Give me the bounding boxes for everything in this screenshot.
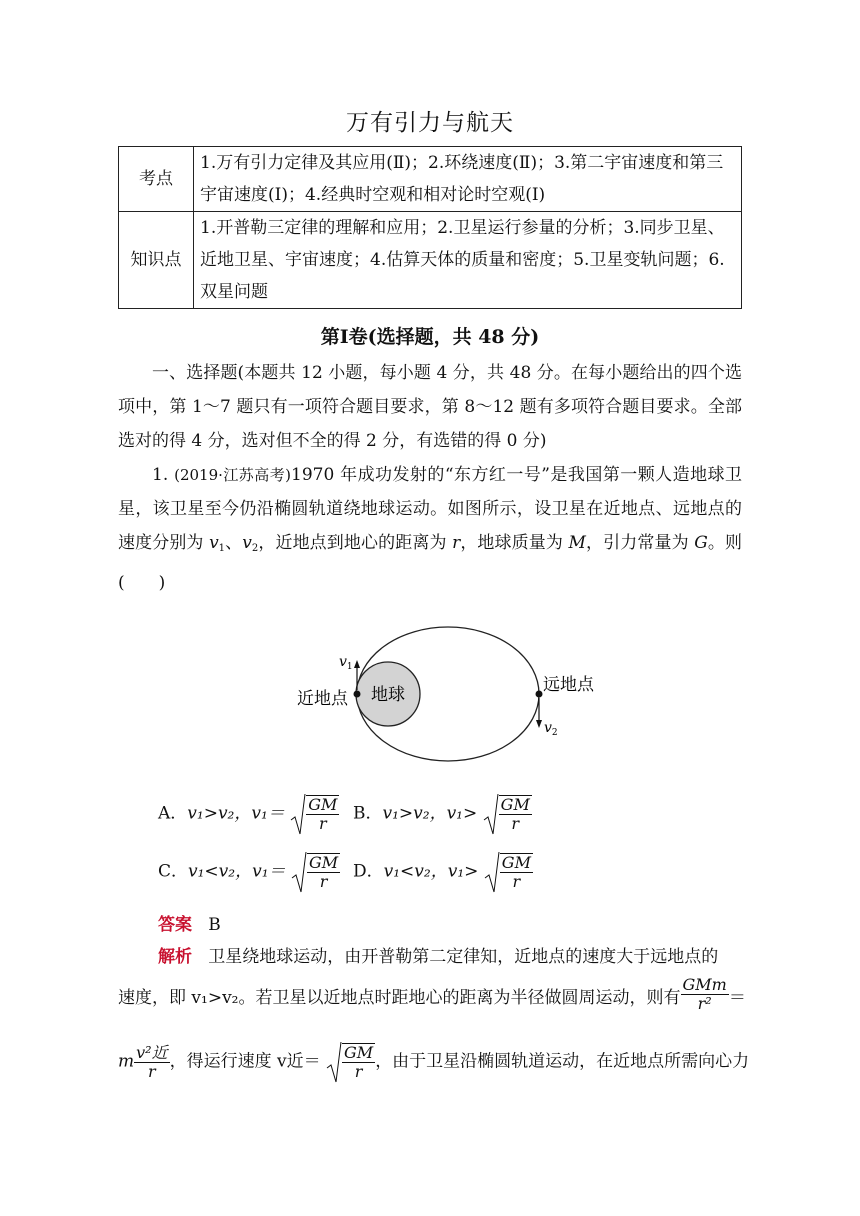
apogee-point — [536, 691, 543, 698]
equals-sign: ＝ — [728, 988, 746, 1008]
apogee-label: 远地点 — [543, 675, 594, 695]
question-number: 1. — [152, 465, 169, 485]
frac-den: r — [354, 1062, 363, 1081]
var-v2-sub: 2 — [251, 543, 259, 554]
orbit-figure — [290, 618, 610, 778]
option-letter: D． — [353, 861, 384, 882]
topic-table — [118, 146, 742, 309]
frac-den: r² — [697, 994, 712, 1013]
answer-label: 答案 — [158, 915, 192, 935]
analysis-text: ，由于卫星沿椭圆轨道运动，在近地点所需向心力 — [375, 1051, 750, 1072]
frac-num: GM — [308, 853, 339, 872]
v2-label: $v_2$ — [544, 720, 558, 738]
table-line: 双星问题 — [200, 282, 268, 302]
analysis-text: 卫星绕地球运动，由开普勒第二定律知，近地点的速度大于远地点的 — [208, 947, 719, 967]
option-text: v₁<v₂，v₁> — [383, 861, 479, 882]
v1-arrowhead — [354, 660, 360, 668]
analysis-line-3 — [118, 1040, 750, 1084]
v1-label: $v_1$ — [339, 654, 353, 672]
frac-den: r — [511, 814, 520, 833]
var-M: M — [568, 533, 586, 553]
question-stem: ，近地点到地心的距离为 — [258, 533, 453, 553]
table-line: 1.开普勒三定律的理解和应用；2.卫星运行参量的分析；3.同步卫星、 — [200, 218, 725, 238]
var-m: m — [118, 1051, 135, 1072]
page-title: 万有引力与航天 — [346, 110, 514, 136]
table-cell-zhishidian — [194, 212, 742, 309]
table-cell-kaodian — [194, 147, 742, 212]
var-v1: v — [209, 533, 219, 553]
option-a[interactable] — [158, 792, 339, 836]
question-1 — [118, 458, 742, 600]
analysis-label: 解析 — [158, 947, 192, 967]
var-v2: v — [242, 533, 252, 553]
frac-den: r — [318, 814, 327, 833]
analysis-text: ，得运行速度 v近＝ — [169, 1051, 321, 1072]
frac-num: GM — [308, 795, 338, 814]
option-text: v₁>v₂，v₁＝ — [187, 803, 285, 824]
section-title: 第Ⅰ卷(选择题，共 48 分) — [320, 326, 540, 348]
instructions: 一、选择题(本题共 12 小题，每小题 4 分，共 48 分。在每小题给出的四个选项中，第 1～7 题只有一项符合题目要求，第 8～12 题有多项符合题目要求。全部选对的得 4 分，选对但不全的得 2 分，有选错的得 0 分) — [118, 363, 742, 451]
table-line: 1.万有引力定律及其应用(Ⅱ)；2.环绕速度(Ⅱ)；3.第二宇宙速度和第三 — [200, 153, 724, 173]
option-letter: A． — [158, 803, 188, 824]
option-b[interactable] — [353, 792, 532, 836]
table-label-kaodian: 考点 — [119, 147, 194, 212]
question-stem: 。则( ) — [118, 533, 743, 593]
var-v1-sub: 1 — [218, 543, 226, 554]
var-G: G — [694, 533, 708, 553]
option-d[interactable] — [353, 850, 533, 894]
sqrt-icon — [290, 792, 306, 836]
separator: 、 — [225, 533, 243, 553]
question-stem: 1970 年成功发射的“东方红一号”是我国第一颗人造地球卫星，该卫星至今仍沿椭圆轨道绕地球运动。如图所示，设卫星在近地点、远地点的速度分别为 — [118, 465, 742, 553]
analysis-text: 速度，即 v₁>v₂。若卫星以近地点时距地心的距离为半径做圆周运动，则有 — [118, 988, 681, 1008]
sqrt-icon — [326, 1040, 342, 1084]
perigee-label: 近地点 — [297, 689, 348, 709]
frac-num: GM — [500, 795, 530, 814]
answer-line — [158, 910, 221, 935]
option-letter: C． — [158, 861, 189, 882]
frac-num: v²近 — [136, 1042, 168, 1062]
table-line: 宇宙速度(Ⅰ)；4.经典时空观和相对论时空观(Ⅰ) — [200, 185, 546, 205]
table-row — [119, 147, 742, 212]
frac-num: GMm — [682, 975, 727, 994]
option-text: v₁<v₂，v₁＝ — [188, 861, 286, 882]
question-source: (2019·江苏高考) — [174, 466, 292, 484]
table-label-zhishidian: 知识点 — [119, 212, 194, 309]
analysis-line-2 — [118, 975, 746, 1017]
option-letter: B． — [353, 803, 383, 824]
table-line: 近地卫星、宇宙速度；4.估算天体的质量和密度；5.卫星变轨问题；6. — [200, 250, 725, 270]
answer-value: B — [208, 915, 221, 935]
analysis-line-1 — [158, 942, 742, 967]
sqrt-icon — [484, 850, 500, 894]
option-text: v₁>v₂，v₁> — [382, 803, 478, 824]
option-c[interactable] — [158, 850, 340, 894]
question-stem: ，引力常量为 — [585, 533, 695, 553]
sqrt-icon — [483, 792, 499, 836]
perigee-point — [354, 691, 361, 698]
sqrt-icon — [291, 850, 307, 894]
table-row — [119, 212, 742, 309]
question-stem: ，地球质量为 — [460, 533, 569, 553]
earth-label: 地球 — [371, 685, 405, 705]
frac-den: r — [148, 1061, 156, 1081]
frac-num: GM — [344, 1043, 374, 1062]
frac-den: r — [512, 872, 521, 891]
v2-arrowhead — [536, 720, 542, 728]
frac-num: GM — [501, 853, 531, 872]
var-r: r — [452, 533, 461, 553]
frac-den: r — [319, 872, 328, 891]
